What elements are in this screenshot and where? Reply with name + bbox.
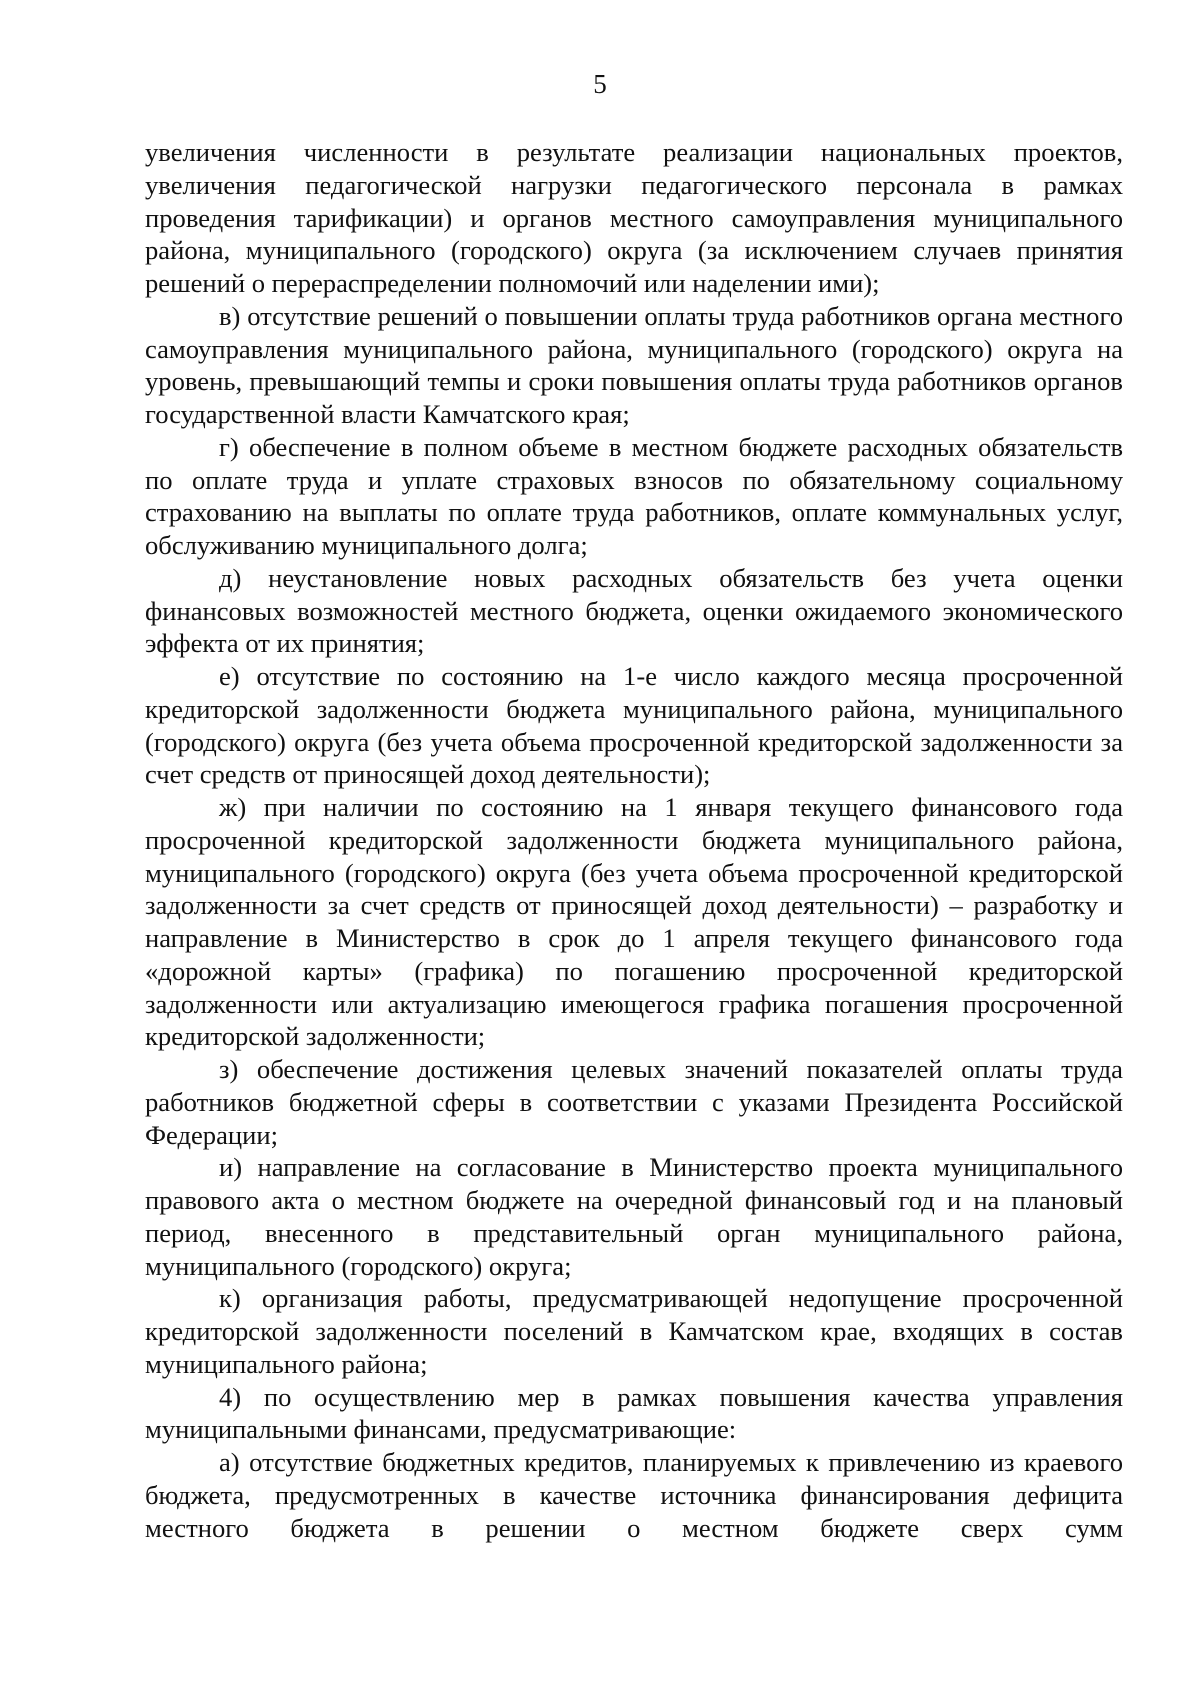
paragraph-item-zh: ж) при наличии по состоянию на 1 января текущего финансового года просроченной кредиторской задолженности бюджета муниципального района, муниципального (городского) округа (без учета объема просроченной кредиторской задолженности за счет средств от приносящей доход деятельности) – разработку и направление в Министерство в срок до 1 апреля текущего финансового года «дорожной карты» (графика) по погашению просроченной кредиторской задолженности или актуализацию имеющегося графика погашения просроченной кредиторской задолженности; <box>145 792 1123 1052</box>
paragraph-item-k: к) организация работы, предусматривающей недопущение просроченной кредиторской задолженности поселений в Камчатском крае, входящих в состав муниципального района; <box>145 1283 1123 1379</box>
paragraph-item-e: е) отсутствие по состоянию на 1-е число каждого месяца просроченной кредиторской задолженности бюджета муниципального района, муниципального (городского) округа (без учета объема просроченной кредиторской задолженности за счет средств от приносящей доход деятельности); <box>145 661 1123 790</box>
page-number: 5 <box>593 69 607 99</box>
paragraph-item-4: 4) по осуществлению мер в рамках повышения качества управления муниципальными финансами, предусматривающие: <box>145 1381 1123 1445</box>
paragraph-item-g: г) обеспечение в полном объеме в местном бюджете расходных обязательств по оплате труда и уплате страховых взносов по обязательному социальному страхованию на выплаты по оплате труда работников, оплате коммунальных услуг, обслуживанию муниципального долга; <box>145 431 1123 560</box>
paragraph-item-v: в) отсутствие решений о повышении оплаты труда работников органа местного самоуправления муниципального района, муниципального (городского) округа на уровень, превышающий темпы и сроки повышения оплаты труда работников органов государственной власти Камчатского края; <box>145 300 1123 429</box>
paragraph-item-i: и) направление на согласование в Министерство проекта муниципального правового акта о местном бюджете на очередной финансовый год и на плановый период, внесенного в представительный орган муниципального района, муниципального (городского) округа; <box>145 1152 1123 1281</box>
paragraph-item-a: а) отсутствие бюджетных кредитов, планируемых к привлечению из краевого бюджета, предусмотренных в качестве источника финансирования дефицита местного бюджета в решении о местном бюджете сверх сумм <box>145 1447 1123 1543</box>
document-body <box>145 136 1123 1544</box>
paragraph-item-d: д) неустановление новых расходных обязательств без учета оценки финансовых возможностей местного бюджета, оценки ожидаемого экономического эффекта от их принятия; <box>145 562 1123 659</box>
paragraph-item-z: з) обеспечение достижения целевых значений показателей оплаты труда работников бюджетной сферы в соответствии с указами Президента Российской Федерации; <box>145 1054 1123 1150</box>
paragraph-continuation: увеличения численности в результате реализации национальных проектов, увеличения педагогической нагрузки педагогического персонала в рамках проведения тарификации) и органов местного самоуправления муниципального района, муниципального (городского) округа (за исключением случаев принятия решений о перераспределении полномочий или наделении ими); <box>145 137 1123 298</box>
